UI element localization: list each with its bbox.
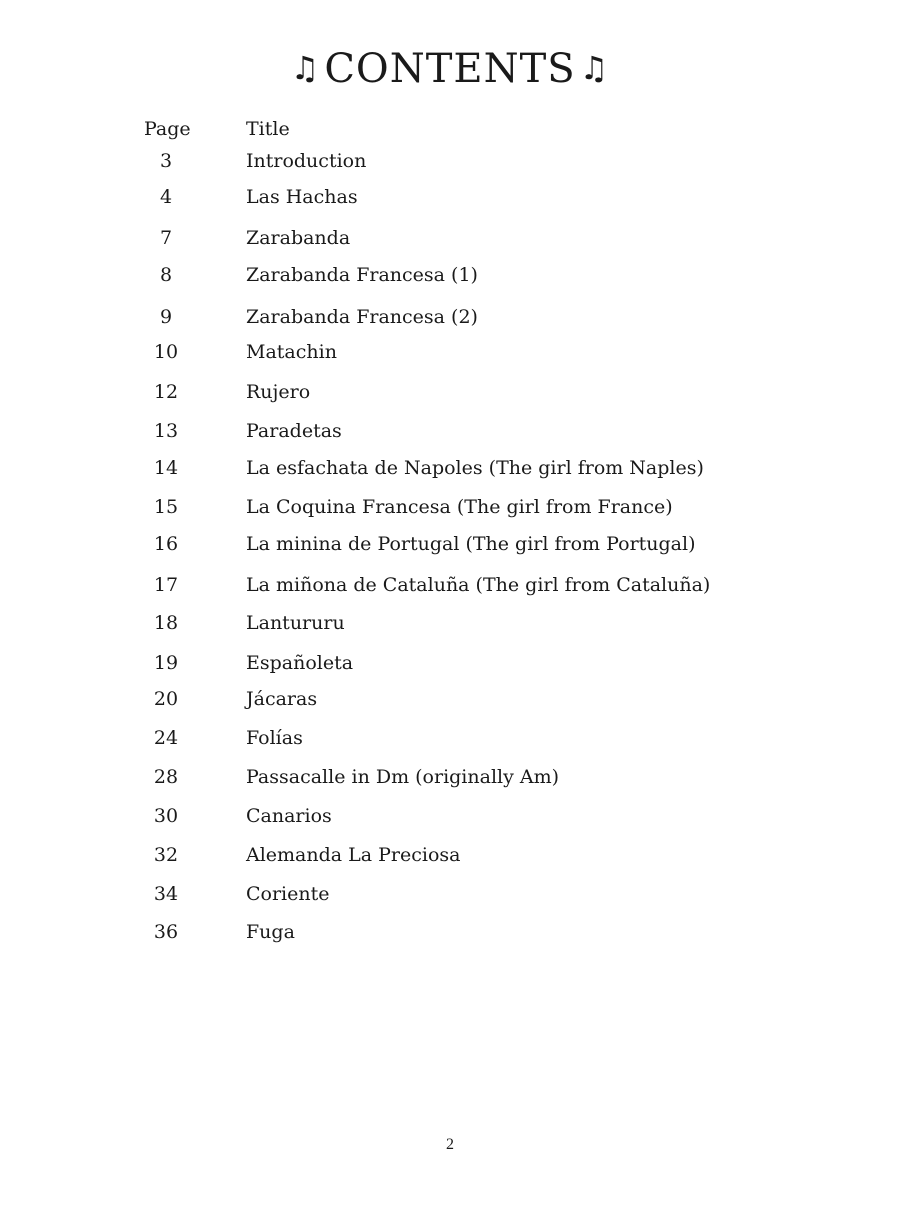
toc-page-number: 12 — [153, 381, 179, 403]
music-note-icon: ♫ — [579, 49, 610, 87]
toc-page-number: 13 — [153, 420, 179, 442]
toc-page-number: 9 — [159, 306, 173, 328]
toc-title: Matachin — [246, 341, 337, 363]
page-title-text: CONTENTS — [324, 46, 576, 92]
toc-title: La esfachata de Napoles (The girl from Naples) — [246, 457, 704, 479]
page-column-header: Page — [144, 118, 191, 140]
toc-entry[interactable] — [140, 801, 740, 831]
title-column-header: Title — [246, 118, 290, 140]
toc-page-number: 18 — [153, 612, 179, 634]
toc-page-number: 36 — [153, 921, 179, 943]
toc-page-number: 10 — [153, 341, 179, 363]
toc-page-number: 28 — [153, 766, 179, 788]
toc-title: Las Hachas — [246, 186, 358, 208]
toc-page-number: 34 — [153, 883, 179, 905]
page-number: 2 — [446, 1136, 454, 1153]
toc-entry[interactable] — [140, 453, 740, 483]
toc-entry[interactable] — [140, 223, 740, 253]
toc-entry[interactable] — [140, 879, 740, 909]
toc-page-number: 3 — [159, 150, 173, 172]
toc-entry[interactable] — [140, 723, 740, 753]
toc-page-number: 4 — [159, 186, 173, 208]
toc-entry[interactable] — [140, 416, 740, 446]
toc-title: Passacalle in Dm (originally Am) — [246, 766, 560, 788]
toc-page-number: 8 — [159, 264, 173, 286]
toc-title: Fuga — [246, 921, 295, 943]
toc-page-number: 15 — [153, 496, 179, 518]
toc-entry[interactable] — [140, 684, 740, 714]
toc-entry[interactable] — [140, 570, 740, 600]
music-note-icon: ♫ — [290, 49, 321, 87]
toc-page-number: 24 — [153, 727, 179, 749]
toc-entry[interactable] — [140, 182, 740, 212]
toc-entry[interactable] — [140, 529, 740, 559]
page-title — [0, 42, 900, 95]
toc-entry[interactable] — [140, 917, 740, 947]
toc-page-number: 17 — [153, 574, 179, 596]
toc-title: Canarios — [246, 805, 332, 827]
toc-title: Españoleta — [246, 652, 354, 674]
toc-title: Lantururu — [246, 612, 345, 634]
toc-title: Introduction — [246, 150, 367, 172]
toc-title: Folías — [246, 727, 303, 749]
toc-entry[interactable] — [140, 260, 740, 290]
toc-page-number: 30 — [153, 805, 179, 827]
toc-page-number: 19 — [153, 652, 179, 674]
toc-title: La miñona de Cataluña (The girl from Cataluña) — [246, 574, 711, 596]
toc-header-row — [140, 114, 740, 144]
toc-entry[interactable] — [140, 492, 740, 522]
toc-entry[interactable] — [140, 302, 740, 332]
toc-entry[interactable] — [140, 648, 740, 678]
toc-title: Zarabanda Francesa (2) — [246, 306, 478, 328]
toc-page-number: 16 — [153, 533, 179, 555]
toc-entry[interactable] — [140, 762, 740, 792]
toc-title: Jácaras — [246, 688, 318, 710]
toc-title: Alemanda La Preciosa — [246, 844, 461, 866]
toc-title: La Coquina Francesa (The girl from France) — [246, 496, 673, 518]
toc-title: Coriente — [246, 883, 330, 905]
toc-title: Paradetas — [246, 420, 342, 442]
toc-page-number: 7 — [159, 227, 173, 249]
toc-title: La minina de Portugal (The girl from Portugal) — [246, 533, 696, 555]
toc-entry[interactable] — [140, 337, 740, 367]
toc-title: Zarabanda — [246, 227, 351, 249]
toc-entry[interactable] — [140, 146, 740, 176]
toc-page-number: 14 — [153, 457, 179, 479]
toc-page-number: 20 — [153, 688, 179, 710]
toc-entry[interactable] — [140, 377, 740, 407]
toc-title: Zarabanda Francesa (1) — [246, 264, 478, 286]
toc-title: Rujero — [246, 381, 311, 403]
toc-page-number: 32 — [153, 844, 179, 866]
toc-entry[interactable] — [140, 608, 740, 638]
toc-entry[interactable] — [140, 840, 740, 870]
